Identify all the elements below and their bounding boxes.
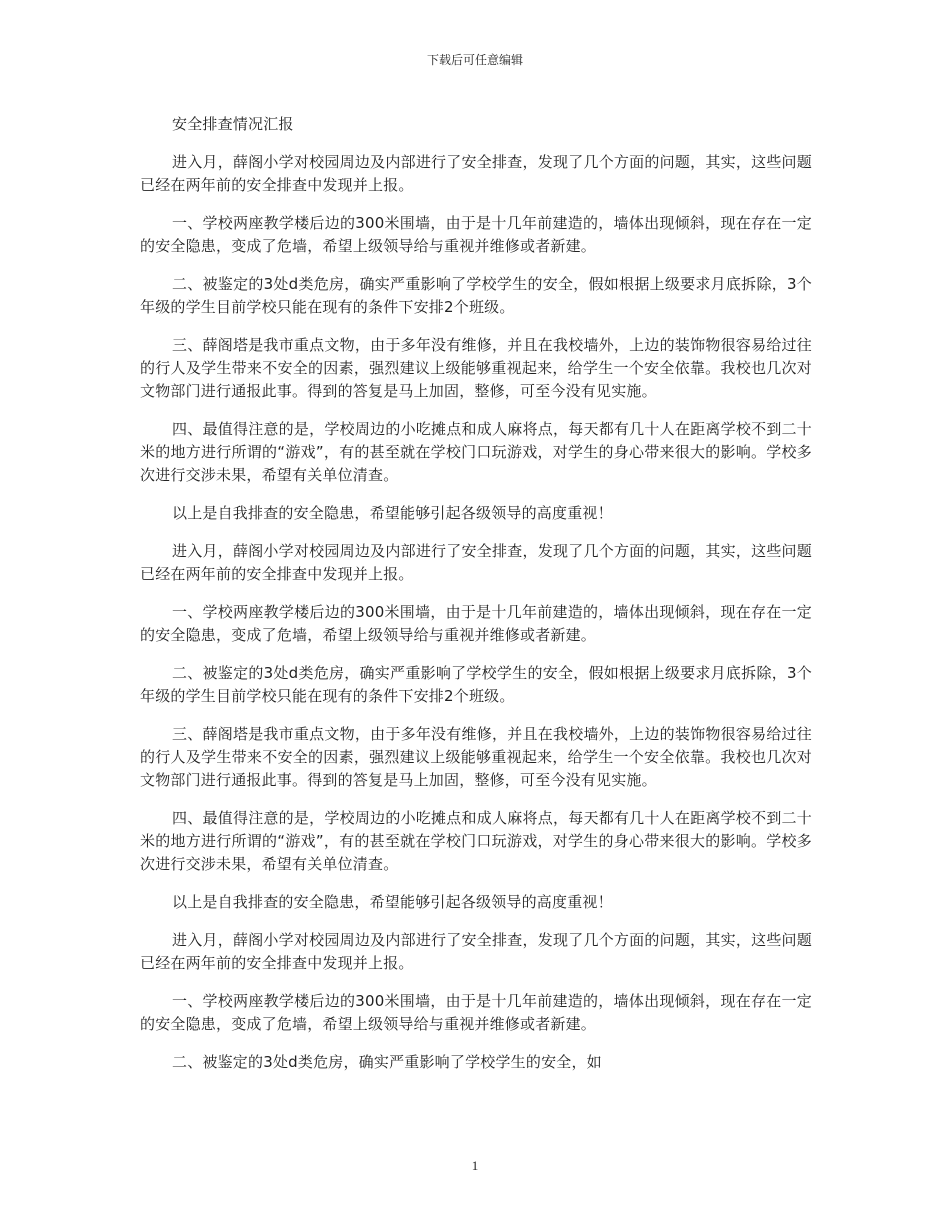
report-title: 安全排查情况汇报 <box>172 115 294 133</box>
paragraph-conclusion: 以上是自我排查的安全隐患，希望能够引起各级领导的高度重视！ <box>172 893 613 911</box>
paragraph-item-4: 四、最值得注意的是，学校周边的小吃摊点和成人麻将点，每天都有几十人在距离学校不到二十米的地方进行所谓的“游戏”，有的甚至就在学校门口玩游戏，对学生的身心带来很大的影响。学校多次进行交涉未果，希望有关单位清查。 <box>140 420 812 484</box>
page-header: 下载后可任意编辑 <box>426 53 523 67</box>
paragraph-intro: 进入月，薛阁小学对校园周边及内部进行了安全排查，发现了几个方面的问题，其实，这些问题已经在两年前的安全排查中发现并上报。 <box>140 153 812 194</box>
page-number: 1 <box>471 1158 479 1173</box>
paragraph-intro: 进入月，薛阁小学对校园周边及内部进行了安全排查，发现了几个方面的问题，其实，这些问题已经在两年前的安全排查中发现并上报。 <box>140 542 812 583</box>
paragraph-intro: 进入月，薛阁小学对校园周边及内部进行了安全排查，发现了几个方面的问题，其实，这些问题已经在两年前的安全排查中发现并上报。 <box>140 931 812 972</box>
paragraph-item-3: 三、薛阁塔是我市重点文物，由于多年没有维修，并且在我校墙外，上边的装饰物很容易给过往的行人及学生带来不安全的因素，强烈建议上级能够重视起来，给学生一个安全依靠。我校也几次对文物部门进行通报此事。得到的答复是马上加固，整修，可至今没有见实施。 <box>140 336 812 400</box>
paragraph-item-1: 一、学校两座教学楼后边的300米围墙，由于是十几年前建造的，墙体出现倾斜，现在存在一定的安全隐患，变成了危墙，希望上级领导给与重视并维修或者新建。 <box>140 214 812 255</box>
paragraph-item-1: 一、学校两座教学楼后边的300米围墙，由于是十几年前建造的，墙体出现倾斜，现在存在一定的安全隐患，变成了危墙，希望上级领导给与重视并维修或者新建。 <box>140 603 812 644</box>
paragraph-conclusion: 以上是自我排查的安全隐患，希望能够引起各级领导的高度重视！ <box>172 504 613 522</box>
paragraph-item-3: 三、薛阁塔是我市重点文物，由于多年没有维修，并且在我校墙外，上边的装饰物很容易给过往的行人及学生带来不安全的因素，强烈建议上级能够重视起来，给学生一个安全依靠。我校也几次对文物部门进行通报此事。得到的答复是马上加固，整修，可至今没有见实施。 <box>140 725 812 789</box>
paragraph-item-4: 四、最值得注意的是，学校周边的小吃摊点和成人麻将点，每天都有几十人在距离学校不到二十米的地方进行所谓的“游戏”，有的甚至就在学校门口玩游戏，对学生的身心带来很大的影响。学校多次进行交涉未果，希望有关单位清查。 <box>140 809 812 873</box>
paragraph-item-1: 一、学校两座教学楼后边的300米围墙，由于是十几年前建造的，墙体出现倾斜，现在存在一定的安全隐患，变成了危墙，希望上级领导给与重视并维修或者新建。 <box>140 992 812 1033</box>
paragraph-item-2-partial: 二、被鉴定的3处d类危房，确实严重影响了学校学生的安全，如 <box>172 1053 602 1071</box>
paragraph-item-2: 二、被鉴定的3处d类危房，确实严重影响了学校学生的安全，假如根据上级要求月底拆除，3个年级的学生目前学校只能在现有的条件下安排2个班级。 <box>140 275 812 316</box>
document-body <box>140 113 812 1089</box>
paragraph-item-2: 二、被鉴定的3处d类危房，确实严重影响了学校学生的安全，假如根据上级要求月底拆除，3个年级的学生目前学校只能在现有的条件下安排2个班级。 <box>140 664 812 705</box>
